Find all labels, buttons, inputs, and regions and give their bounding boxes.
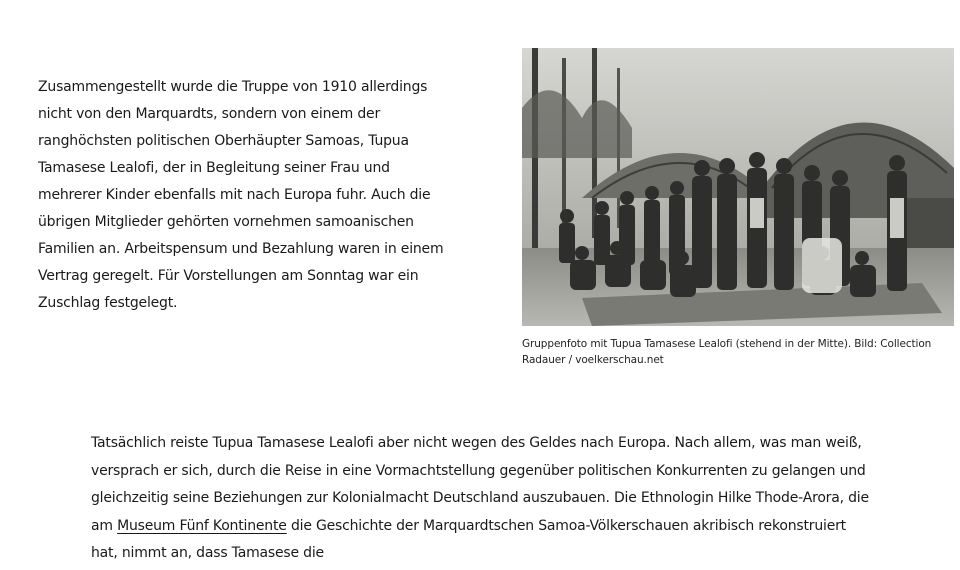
group-photo-figure: [522, 48, 954, 368]
museum-link[interactable]: Museum Fünf Kontinente: [117, 517, 287, 534]
photo-caption: Gruppenfoto mit Tupua Tamasese Lealofi (stehend in der Mitte). Bild: Collection Radauer / voelkerschau.net: [522, 338, 932, 366]
body-text-start: Tatsächlich reiste Tupua Tamasese Lealofi aber nicht wegen des Geldes nach Europa. Nach allem, was man weiß, versprach er sich, durch die Reise in eine Vormachtstellung gegenüber politischen Konkurrenten zu gelangen und gleichzeitig seine Beziehungen zur Kolonialmacht Deutschland auszubauen. Die Ethnologin Hilke Thode-Arora, die am: [91, 435, 869, 534]
body-text-end: die Geschichte der Marquardtschen Samoa-Völkerschauen akribisch rekonstruiert hat, nimmt an, dass Tamasese die: [91, 517, 846, 561]
group-photo[interactable]: [522, 48, 954, 326]
intro-paragraph: Zusammengestellt wurde die Truppe von 1910 allerdings nicht von den Marquardts, sondern von einem der ranghöchsten politischen Oberhäupter Samoas, Tupua Tamasese Lealofi, der in Begleitung seiner Frau und mehrerer Kinder ebenfalls mit nach Europa fuhr. Auch die übrigen Mitglieder gehörten vornehmen samoanischen Familien an. Arbeitspensum und Bezahlung waren in einem Vertrag geregelt. Für Vorstellungen am Sonntag war ein Zuschlag festgelegt.: [38, 79, 444, 311]
body-paragraph: [91, 430, 871, 568]
